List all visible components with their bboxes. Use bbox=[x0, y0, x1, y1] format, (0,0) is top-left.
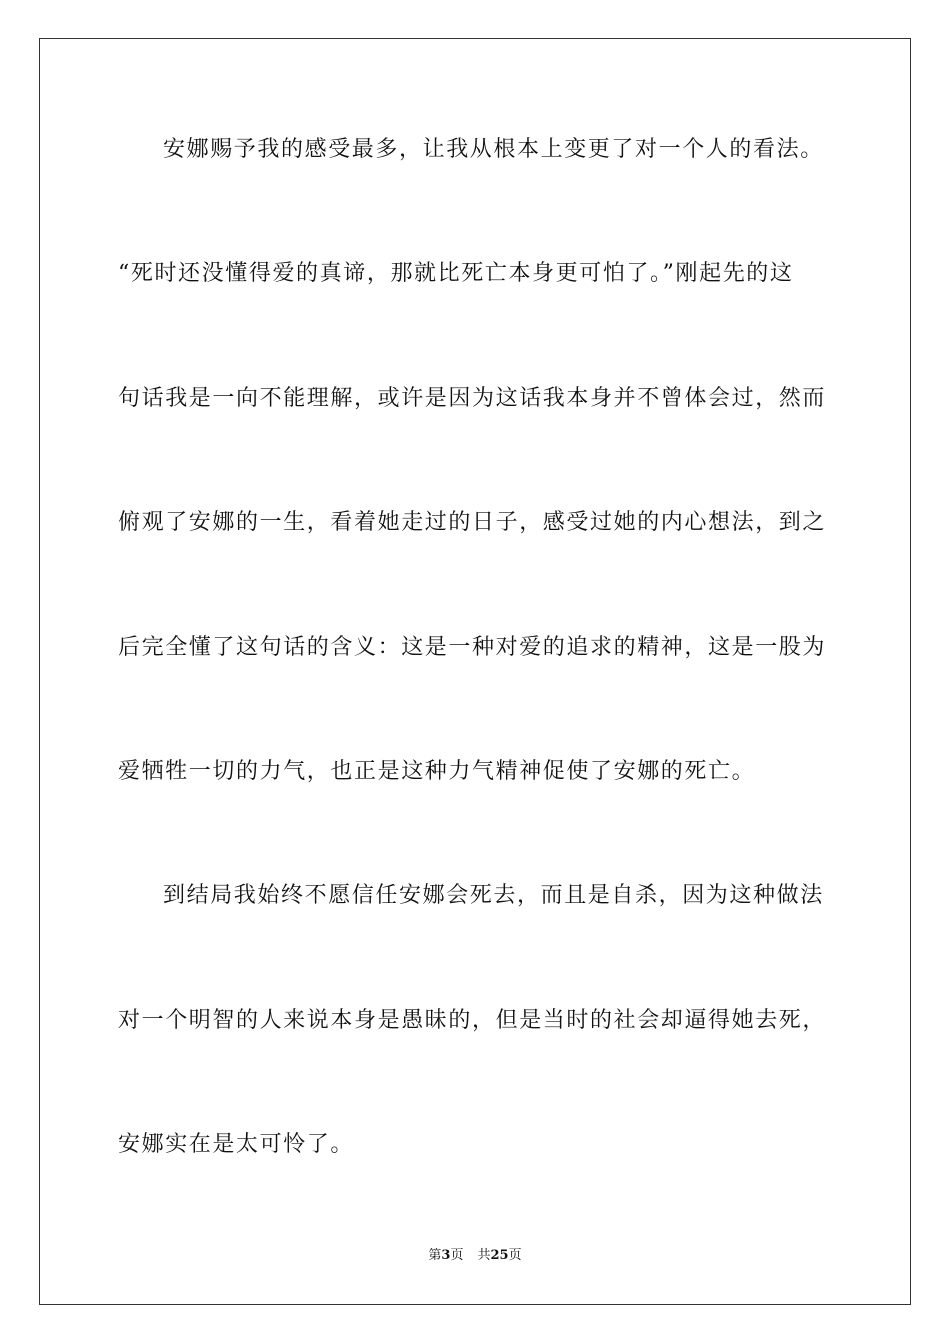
paragraph-2-line-1: “死时还没懂得爱的真谛，那就比死亡本身更可怕了。”刚起先的这 bbox=[118, 261, 794, 286]
total-label-suffix: 页 bbox=[508, 1248, 522, 1263]
paragraph-2-line-2: 句话我是一向不能理解，或许是因为这话我本身并不曾体会过，然而 bbox=[118, 386, 827, 411]
page-label-suffix: 页 bbox=[450, 1248, 464, 1263]
paragraph-2-line-5: 爱牺牲一切的力气，也正是这种力气精神促使了安娜的死亡。 bbox=[118, 759, 756, 784]
page-footer bbox=[0, 1247, 950, 1265]
paragraph-1-line-1: 安娜赐予我的感受最多，让我从根本上变更了对一个人的看法。 bbox=[163, 137, 824, 162]
paragraph-3-line-1: 到结局我始终不愿信任安娜会死去，而且是自杀，因为这种做法 bbox=[163, 883, 824, 908]
paragraph-3-line-3: 安娜实在是太可怜了。 bbox=[118, 1132, 355, 1157]
paragraph-2-line-4: 后完全懂了这句话的含义：这是一种对爱的追求的精神，这是一股为 bbox=[118, 635, 827, 660]
paragraph-3-line-2: 对一个明智的人来说本身是愚昧的，但是当时的社会却逼得她去死， bbox=[118, 1008, 827, 1033]
page-frame bbox=[39, 38, 911, 1305]
total-pages: 25 bbox=[490, 1248, 509, 1263]
total-label-prefix: 共 bbox=[477, 1248, 491, 1263]
paragraph-2-line-3: 俯观了安娜的一生，看着她走过的日子，感受过她的内心想法，到之 bbox=[118, 510, 827, 535]
page-label-prefix: 第 bbox=[428, 1248, 442, 1263]
page-number: 3 bbox=[441, 1248, 451, 1263]
